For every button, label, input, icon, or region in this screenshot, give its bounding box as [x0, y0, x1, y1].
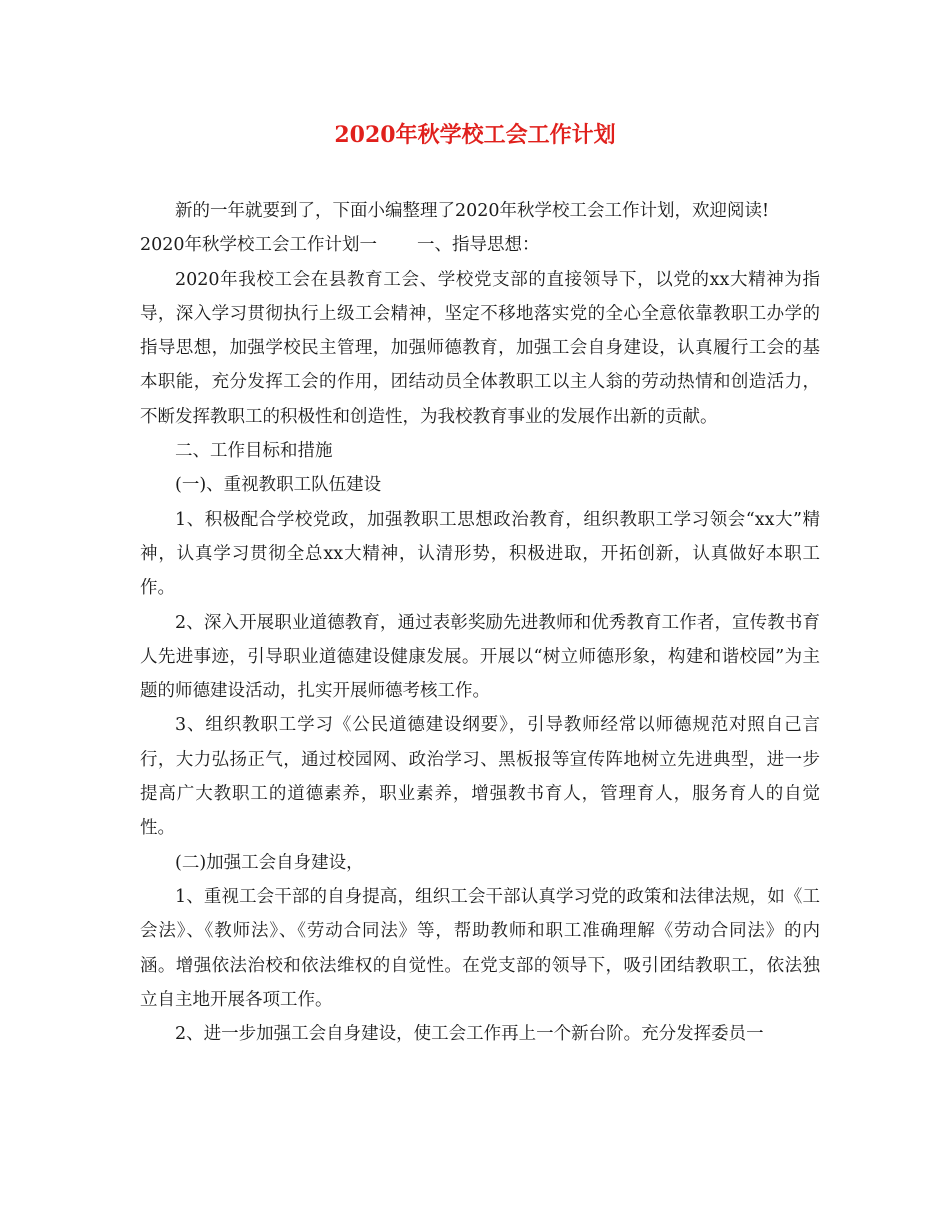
- list-item: 2、深入开展职业道德教育，通过表彰奖励先进教师和优秀教育工作者，宣传教书育人先进事迹，引导职业道德建设健康发展。开展以“树立师德形象，构建和谐校园”为主题的师德建设活动，扎实开展师德考核工作。: [140, 612, 820, 702]
- page-title: 2020年秋学校工会工作计划: [334, 122, 616, 148]
- list-item: 2、进一步加强工会自身建设，使工会工作再上一个新台阶。充分发挥委员一: [175, 1024, 764, 1045]
- intro-paragraph: 新的一年就要到了，下面小编整理了2020年秋学校工会工作计划，欢迎阅读!: [175, 201, 770, 221]
- subtitle-line: [140, 228, 820, 262]
- subtitle-left: 2020年秋学校工会工作计划一: [140, 235, 378, 256]
- subsection-heading: (二)加强工会自身建设，: [175, 852, 364, 873]
- document-body: [140, 194, 820, 1051]
- paragraph-guiding-thought: 2020年我校工会在县教育工会、学校党支部的直接领导下，以党的xx大精神为指导，深入学习贯彻执行上级工会精神，坚定不移地落实党的全心全意依靠教职工办学的指导思想，加强学校民主管理，加强师德教育，加强工会自身建设，认真履行工会的基本职能，充分发挥工会的作用，团结动员全体教职工以主人翁的劳动热情和创造活力，不断发挥教职工的积极性和创造性，为我校教育事业的发展作出新的贡献。: [140, 269, 820, 427]
- list-item: 1、积极配合学校党政，加强教职工思想政治教育，组织教职工学习领会“xx大”精神，认真学习贯彻全总xx大精神，认清形势，积极进取，开拓创新，认真做好本职工作。: [140, 509, 820, 599]
- subtitle-right: 一、指导思想：: [417, 235, 540, 256]
- list-item: 3、组织教职工学习《公民道德建设纲要》，引导教师经常以师德规范对照自己言行，大力弘扬正气，通过校园网、政治学习、黑板报等宣传阵地树立先进典型，进一步提高广大教职工的道德素养，职业素养，增强教书育人，管理育人，服务育人的自觉性。: [140, 715, 820, 839]
- subsection-heading: (一)、重视教职工队伍建设: [175, 475, 382, 496]
- list-item: 1、重视工会干部的自身提高，组织工会干部认真学习党的政策和法律法规，如《工会法》、《教师法》、《劳动合同法》等，帮助教师和职工准确理解《劳动合同法》的内涵。增强依法治校和依法维权的自觉性。在党支部的领导下，吸引团结教职工，依法独立自主地开展各项工作。: [140, 886, 820, 1010]
- section-heading: 二、工作目标和措施: [175, 441, 333, 462]
